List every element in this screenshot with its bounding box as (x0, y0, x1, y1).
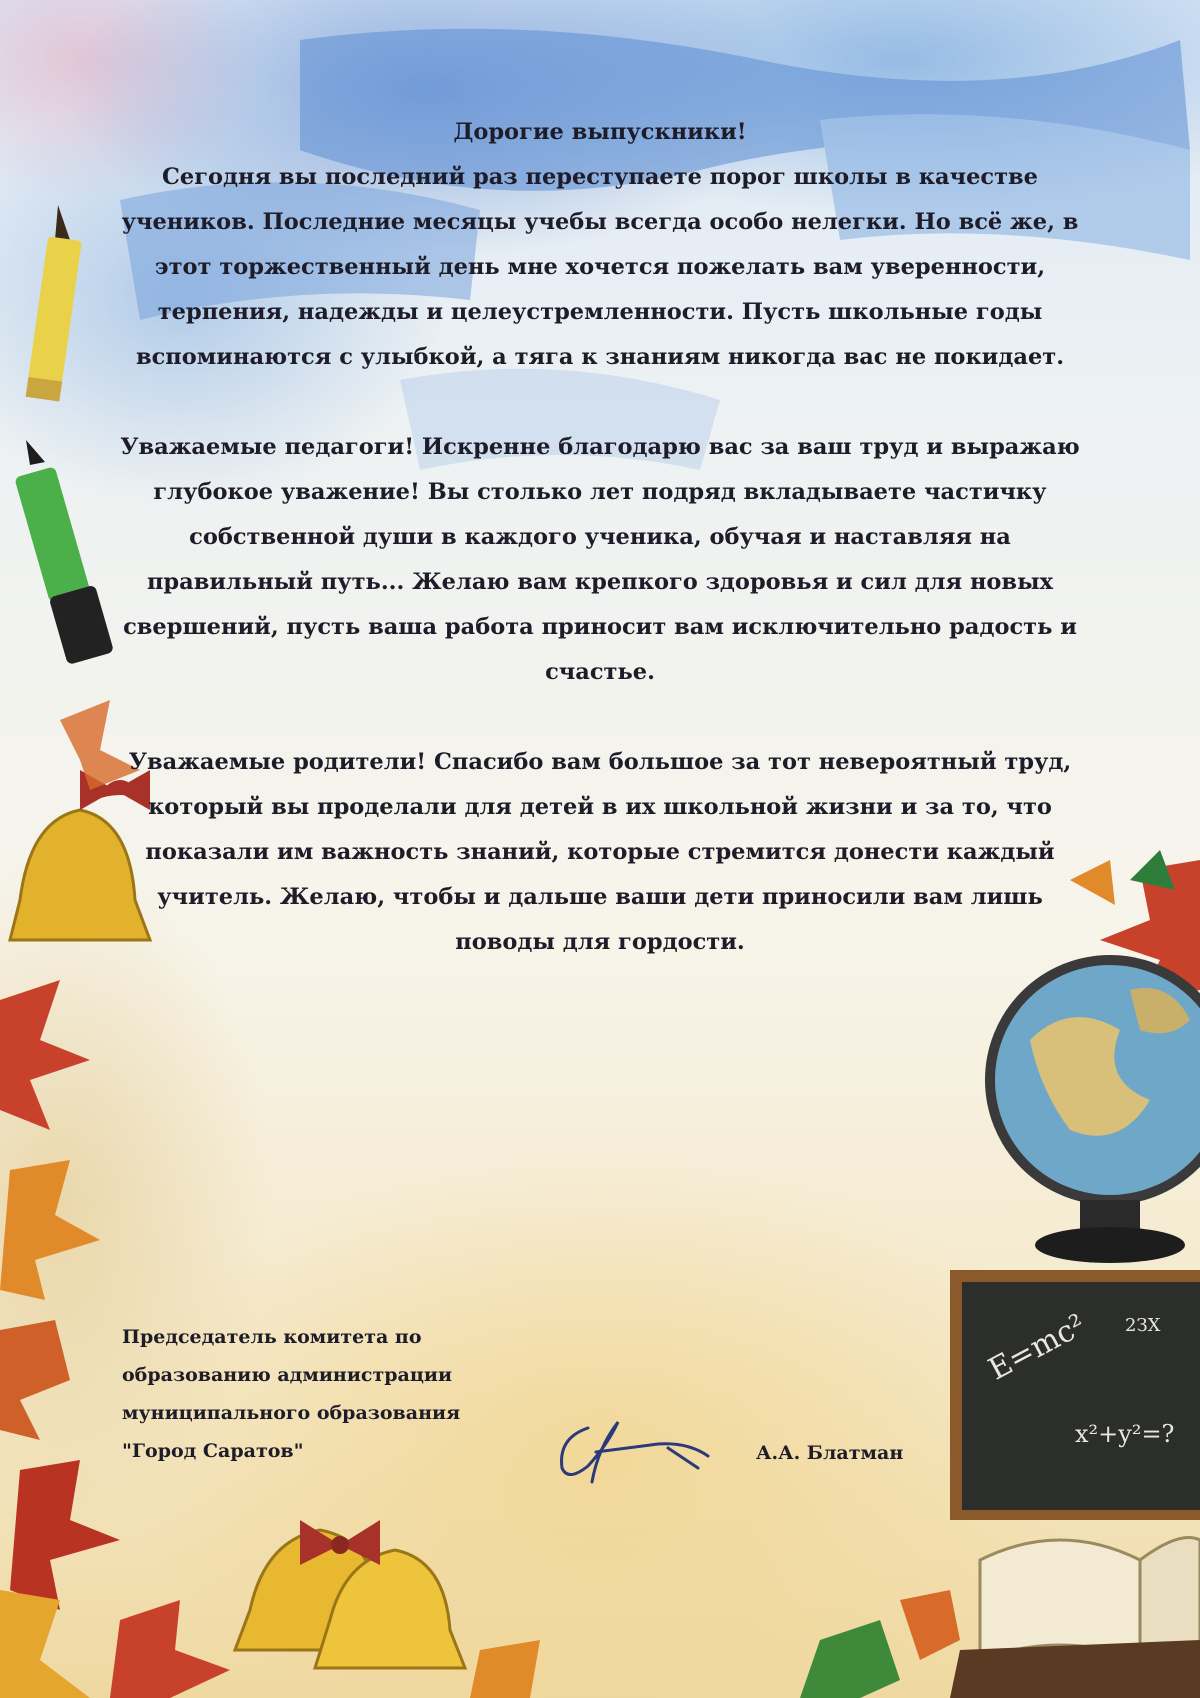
yellow-pencil-icon (26, 205, 82, 401)
letter-paragraph-graduates: Сегодня вы последний раз переступаете порог школы в качестве учеников. Последние месяцы учебы всегда особо нелегки. Но всё же, в этот торжественный день мне хочется пожелать вам уверенности, терпения, надежды и целеустремленности. Пусть школьные годы вспоминаются с улыбкой, а тяга к знаниям никогда вас не покидает. (121, 164, 1079, 370)
globe-icon (990, 960, 1200, 1263)
chalkboard-formula-3: 2ЗХ (1125, 1315, 1161, 1336)
handwritten-signature (548, 1408, 748, 1488)
letter-greeting: Дорогие выпускники! (453, 119, 747, 145)
letter-body (120, 110, 1080, 965)
green-marker-icon (14, 440, 114, 665)
chalkboard-formula-2: x²+y²=? (1075, 1420, 1175, 1448)
signatory-title (122, 1318, 622, 1470)
letter-paragraph-parents: Уважаемые родители! Спасибо вам большое за тот невероятный труд, который вы проделали для детей в их школьной жизни и за то, что показали им важность знаний, которые стремится донести каждый учитель. Желаю, чтобы и дальше ваши дети приносили вам лишь поводы для гордости. (128, 749, 1072, 955)
signatory-name: А.А. Блатман (756, 1442, 904, 1464)
signatory-title-line: "Город Саратов" (122, 1440, 304, 1462)
open-book-icon (950, 1538, 1200, 1698)
signatory-title-line: образованию администрации (122, 1364, 453, 1386)
chalkboard-formula-1: E=mc² (982, 1307, 1092, 1388)
signatory-title-line: муниципального образования (122, 1402, 461, 1424)
bells-bottom-icon (235, 1520, 465, 1668)
letter-paragraph-teachers: Уважаемые педагоги! Искренне благодарю вас за ваш труд и выражаю глубокое уважение! Вы столько лет подряд вкладываете частичку собственной души в каждого ученика, обучая и наставляя на правильный путь... Желаю вам крепкого здоровья и сил для новых свершений, пусть ваша работа приносит вам исключительно радость и счастье. (120, 434, 1080, 685)
signatory-title-line: Председатель комитета по (122, 1326, 422, 1348)
